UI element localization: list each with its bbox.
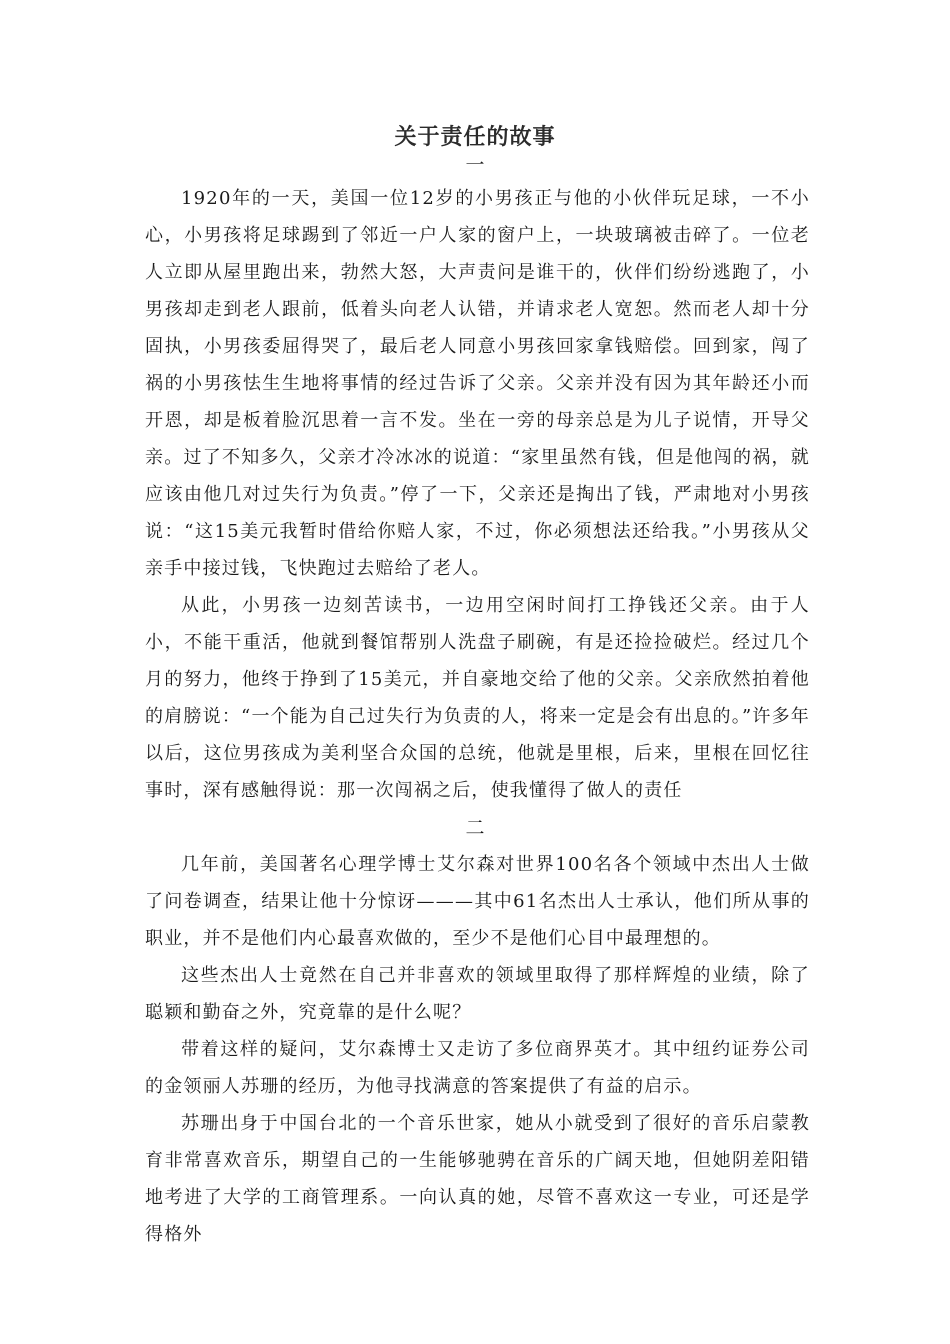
paragraph: 从此，小男孩一边刻苦读书，一边用空闲时间打工挣钱还父亲。由于人小，不能干重活，他就到餐馆帮别人洗盘子刷碗，有是还捡捡破烂。经过几个月的努力，他终于挣到了15美元，并自豪地交给了他的父亲。父亲欣然拍着他的肩膀说：“一个能为自己过失行为负责的人，将来一定是会有出息的。”许多年以后，这位男孩成为美利坚合众国的总统，他就是里根，后来，里根在回忆往事时，深有感触得说：那一次闯祸之后，使我懂得了做人的责任 <box>145 595 810 801</box>
section-marker-1: 一 <box>465 154 485 176</box>
section-1-body <box>145 180 810 809</box>
paragraph: 苏珊出身于中国台北的一个音乐世家，她从小就受到了很好的音乐启蒙教育非常喜欢音乐，期望自己的一生能够驰骋在音乐的广阔天地，但她阴差阳错地考进了大学的工商管理系。一向认真的她，尽管不喜欢这一专业，可还是学得格外 <box>145 1113 810 1245</box>
section-2-body <box>145 846 810 1253</box>
paragraph: 1920年的一天，美国一位12岁的小男孩正与他的小伙伴玩足球，一不小心，小男孩将足球踢到了邻近一户人家的窗户上，一块玻璃被击碎了。一位老人立即从屋里跑出来，勃然大怒，大声责问是谁干的，伙伴们纷纷逃跑了，小男孩却走到老人跟前，低着头向老人认错，并请求老人宽恕。然而老人却十分固执，小男孩委屈得哭了，最后老人同意小男孩回家拿钱赔偿。回到家，闯了祸的小男孩怯生生地将事情的经过告诉了父亲。父亲并没有因为其年龄还小而开恩，却是板着脸沉思着一言不发。坐在一旁的母亲总是为儿子说情，开导父亲。过了不知多久，父亲才冷冰冰的说道：“家里虽然有钱，但是他闯的祸，就应该由他几对过失行为负责。”停了一下，父亲还是掏出了钱，严肃地对小男孩说：“这15美元我暂时借给你赔人家，不过，你必须想法还给我。”小男孩从父亲手中接过钱，飞快跑过去赔给了老人。 <box>145 188 810 579</box>
paragraph: 带着这样的疑问，艾尔森博士又走访了多位商界英才。其中纽约证券公司的金领丽人苏珊的经历，为他寻找满意的答案提供了有益的启示。 <box>145 1039 810 1097</box>
section-marker-2: 二 <box>465 817 485 839</box>
paragraph: 这些杰出人士竟然在自己并非喜欢的领域里取得了那样辉煌的业绩，除了聪颖和勤奋之外，究竟靠的是什么呢？ <box>145 965 810 1023</box>
paragraph: 几年前，美国著名心理学博士艾尔森对世界100名各个领域中杰出人士做了问卷调查，结果让他十分惊讶———其中61名杰出人士承认，他们所从事的职业，并不是他们内心最喜欢做的，至少不是他们心目中最理想的。 <box>145 854 810 949</box>
document-title: 关于责任的故事 <box>394 125 556 150</box>
